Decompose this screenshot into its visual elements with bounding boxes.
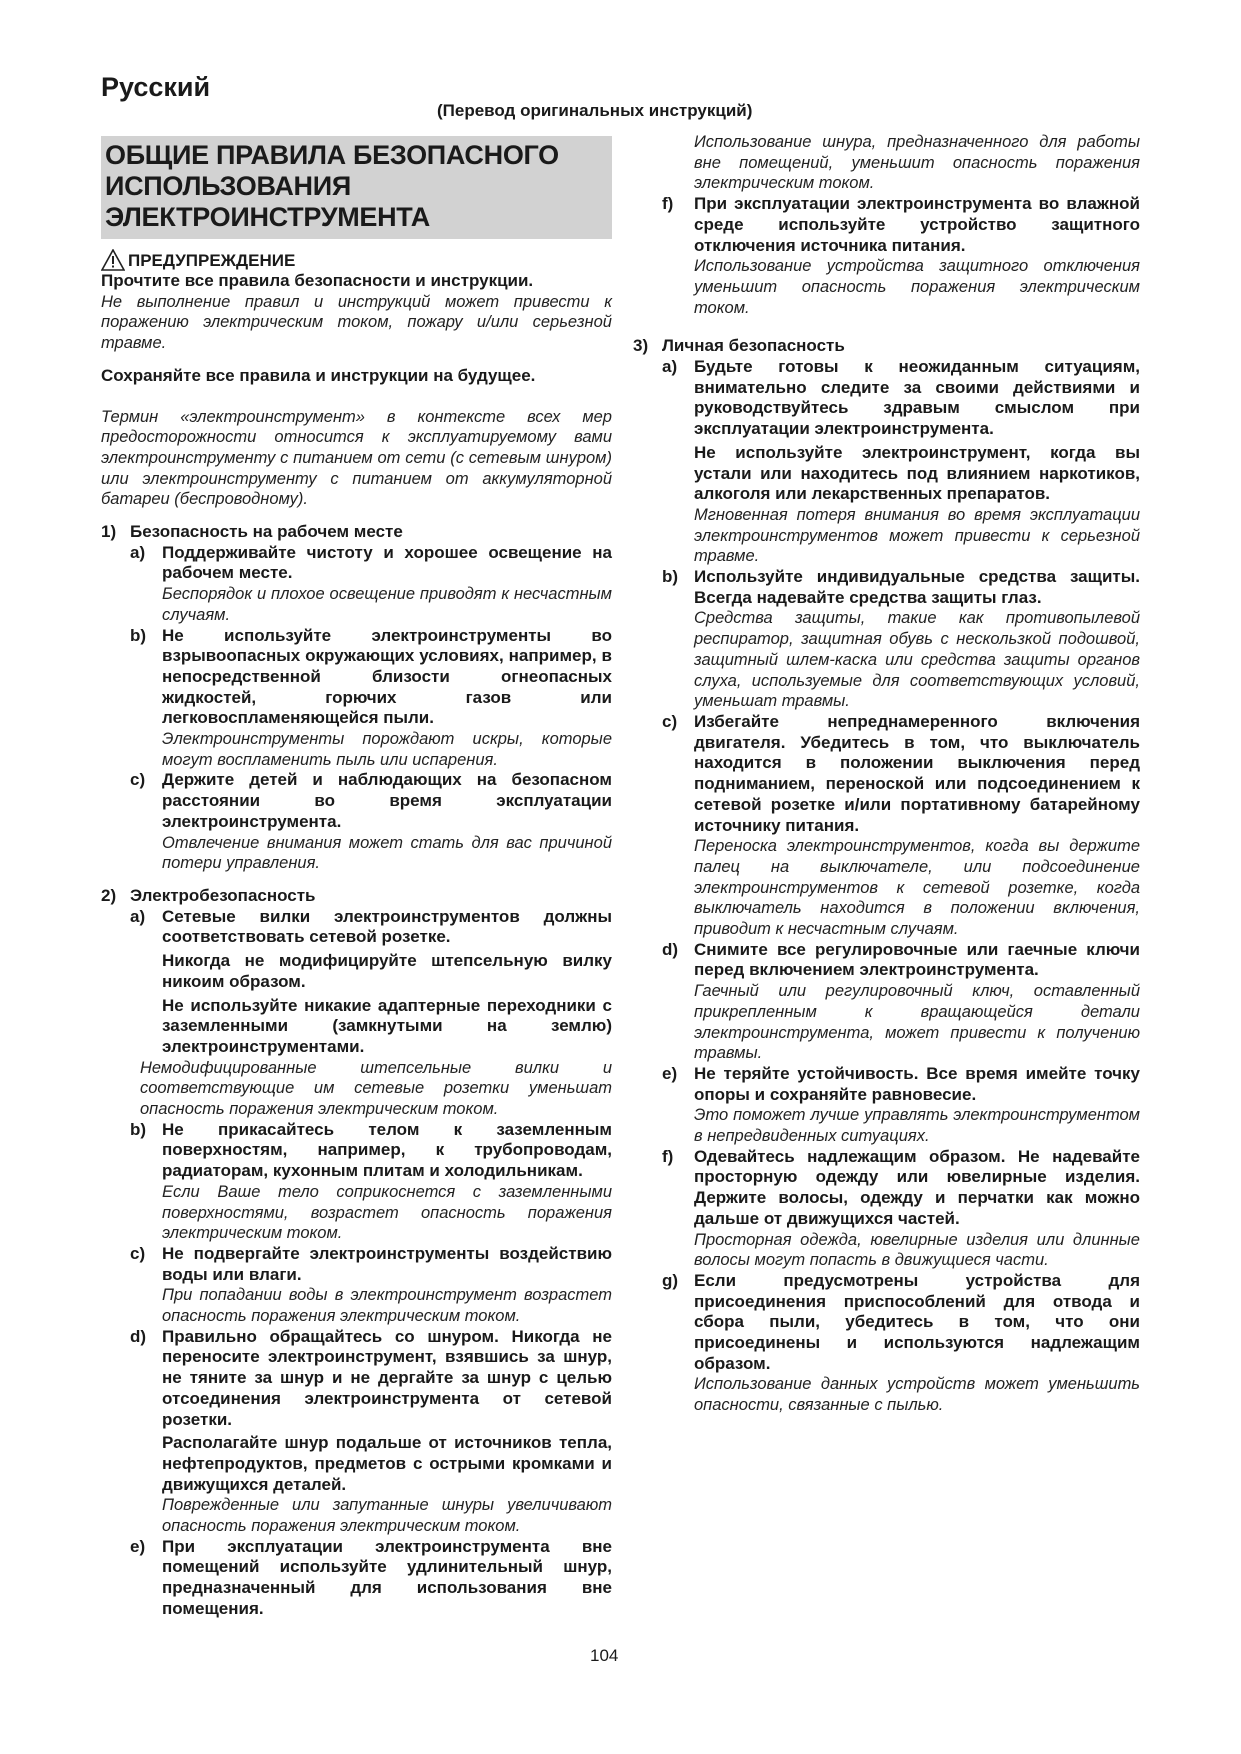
item-rule: Будьте готовы к неожиданным ситуациям, внимательно следите за своими действиями и руководствуйтесь здравым смыслом при эксплуатации электроинструмента. bbox=[694, 357, 1140, 439]
item-label: e) bbox=[662, 1063, 678, 1083]
term-definition: Термин «электроинструмент» в контексте всех мер предосторожности относится к эксплуатируемому вами электроинструменту с питанием от сети (с сетевым шнуром) или электроинструменту с питанием от аккумуляторной батареи (беспроводному). bbox=[101, 407, 612, 509]
list-item bbox=[130, 1120, 612, 1244]
item-rule: При эксплуатации электроинструмента вне помещений используйте удлинительный шнур, предназначенный для использования вне помещения. bbox=[162, 1536, 612, 1618]
item-rule: Не прикасайтесь телом к заземленным поверхностям, например, к трубопроводам, радиаторам, кухонным плитам и холодильникам. bbox=[162, 1119, 612, 1181]
item-rule: Держите детей и наблюдающих на безопасном расстоянии во время эксплуатации электроинструмента. bbox=[162, 770, 612, 831]
list-item bbox=[662, 940, 1140, 1064]
item-rule: Одевайтесь надлежащим образом. Не надевайте просторную одежду или ювелирные изделия. Держите волосы, одежду и перчатки как можно дальше от движущихся частей. bbox=[694, 1146, 1140, 1228]
item-label: b) bbox=[130, 625, 147, 645]
item-rule: Снимите все регулировочные или гаечные ключи перед включением электроинструмента. bbox=[694, 939, 1140, 980]
title-line: ЭЛЕКТРОИНСТРУМЕНТА bbox=[105, 202, 430, 232]
warning-triangle-icon bbox=[101, 249, 125, 271]
item-label: f) bbox=[662, 1146, 674, 1166]
page-number: 104 bbox=[590, 1646, 619, 1665]
item-label: c) bbox=[662, 711, 678, 731]
item-note: Если Ваше тело соприкоснется с заземленными поверхностями, возрастет опасность поражения электрическим током. bbox=[162, 1182, 612, 1243]
warning-consequence: Не выполнение правил и инструкций может привести к поражению электрическим током, пожару и/или серьезной травме. bbox=[101, 292, 612, 353]
item-label: g) bbox=[662, 1270, 679, 1290]
item-rule: Поддерживайте чистоту и хорошее освещение на рабочем месте. bbox=[162, 542, 612, 583]
section-number: 3) bbox=[633, 336, 649, 356]
list-item bbox=[662, 1271, 1140, 1416]
item-note: Это поможет лучше управлять электроинструментом в непредвиденных ситуациях. bbox=[694, 1106, 1140, 1146]
page-title bbox=[101, 136, 612, 239]
item-label: a) bbox=[130, 542, 146, 562]
section-number: 2) bbox=[101, 885, 117, 905]
item-rule: Не теряйте устойчивость. Все время имейте точку опоры и сохраняйте равновесие. bbox=[694, 1063, 1140, 1104]
item-note: Использование шнура, предназначенного для работы вне помещений, уменьшит опасность поражения электрическим током. bbox=[694, 133, 1140, 193]
item-rule: При эксплуатации электроинструмента во влажной среде используйте устройство защитного отключения источника питания. bbox=[694, 194, 1140, 255]
section-heading bbox=[633, 336, 1140, 357]
item-rule: Располагайте шнур подальше от источников тепла, нефтепродуктов, предметов с острыми кромками и движущихся деталей. bbox=[162, 1433, 612, 1494]
list-item bbox=[130, 1537, 612, 1620]
item-note: Беспорядок и плохое освещение приводят к несчастным случаям. bbox=[162, 585, 612, 624]
item-label: f) bbox=[662, 194, 674, 214]
item-label: c) bbox=[130, 770, 146, 790]
section-heading bbox=[101, 886, 612, 907]
item-label: e) bbox=[130, 1536, 146, 1556]
title-line: ИСПОЛЬЗОВАНИЯ bbox=[105, 171, 351, 201]
item-label: b) bbox=[130, 1119, 147, 1139]
item-note: Электроинструменты порождают искры, которые могут воспламенить пыль или испарения. bbox=[162, 730, 612, 769]
warning-heading bbox=[101, 249, 612, 271]
item-note: При попадании воды в электроинструмент возрастет опасность поражения электрическим током. bbox=[162, 1286, 612, 1326]
right-column bbox=[633, 132, 1140, 1416]
item-label: a) bbox=[130, 906, 146, 926]
item-label: a) bbox=[662, 357, 678, 377]
section-title: Безопасность на рабочем месте bbox=[130, 522, 403, 542]
list-item bbox=[130, 907, 612, 1120]
item-note: Средства защиты, такие как противопылевой респиратор, защитная обувь с нескользкой подошвой, защитный шлем-каска или средства защиты органов слуха, используемые для соответствующих условий, уменьшат травмы. bbox=[694, 609, 1140, 711]
list-item bbox=[662, 712, 1140, 940]
item-rule: Сетевые вилки электроинструментов должны соответствовать сетевой розетке. bbox=[162, 906, 612, 947]
warning-save-rules: Сохраняйте все правила и инструкции на будущее. bbox=[101, 365, 536, 385]
list-item bbox=[662, 567, 1140, 712]
list-item bbox=[130, 626, 612, 771]
list-item bbox=[662, 1064, 1140, 1147]
item-note: Переноска электроинструментов, когда вы держите палец на выключателе, или подсоединение электроинструментов к сетевой розетке, когда выключатель находится в положении включения, приводит к несчастным случаям. bbox=[694, 837, 1140, 939]
list-item bbox=[130, 543, 612, 626]
item-rule: Не используйте никакие адаптерные переходники с заземленными (замкнутыми на землю) электроинструментами. bbox=[162, 995, 612, 1056]
item-rule: Никогда не модифицируйте штепсельную вилку никоим образом. bbox=[162, 951, 612, 991]
item-note: Отвлечение внимания может стать для вас причиной потери управления. bbox=[162, 833, 612, 873]
section-number: 1) bbox=[101, 522, 117, 542]
warning-label: ПРЕДУПРЕЖДЕНИЕ bbox=[128, 250, 296, 270]
warning-read-rules: Прочтите все правила безопасности и инструкции. bbox=[101, 271, 534, 290]
item-rule: Используйте индивидуальные средства защиты. Всегда надевайте средства защиты глаз. bbox=[694, 567, 1140, 607]
item-note: Просторная одежда, ювелирные изделия или длинные волосы могут попасть в движущиеся части. bbox=[694, 1230, 1140, 1270]
left-column bbox=[101, 134, 612, 1620]
item-note: Использование устройства защитного отключения уменьшит опасность поражения электрическим током. bbox=[694, 257, 1140, 317]
section-heading bbox=[101, 522, 612, 543]
item-label: c) bbox=[130, 1243, 146, 1263]
list-item bbox=[662, 194, 1140, 318]
language-heading: Русский bbox=[101, 72, 211, 102]
list-item bbox=[662, 1147, 1140, 1271]
section-title: Электробезопасность bbox=[130, 885, 316, 905]
item-note: Использование данных устройств может уменьшить опасности, связанные с пылью. bbox=[694, 1375, 1140, 1415]
item-rule: Если предусмотрены устройства для присоединения приспособлений для отвода и сбора пыли, убедитесь в том, что они присоединены и используются надлежащим образом. bbox=[694, 1270, 1140, 1373]
list-item bbox=[130, 770, 612, 874]
item-note: Немодифицированные штепсельные вилки и соответствующие им сетевые розетки уменьшат опасность поражения электрическим током. bbox=[140, 1058, 612, 1119]
item-rule: Избегайте непреднамеренного включения двигателя. Убедитесь в том, что выключатель находится в положении выключения перед подниманием, переноской или подсоединением к сетевой розетке и/или портативному батарейному источнику питания. bbox=[694, 711, 1140, 835]
item-rule: Не используйте электроинструменты во взрывоопасных окружающих условиях, например, в непосредственной близости огнеопасных жидкостей, горючих газов или легковоспламеняющейся пыли. bbox=[162, 625, 612, 728]
item-note: Поврежденные или запутанные шнуры увеличивают опасность поражения электрическим током. bbox=[162, 1496, 612, 1536]
section-title: Личная безопасность bbox=[662, 336, 845, 356]
translation-note: (Перевод оригинальных инструкций) bbox=[437, 101, 753, 120]
list-item bbox=[130, 1244, 612, 1327]
item-rule: Не подвергайте электроинструменты воздействию воды или влаги. bbox=[162, 1243, 612, 1284]
item-label: d) bbox=[662, 939, 679, 959]
item-label: b) bbox=[662, 567, 679, 587]
item-note: Мгновенная потеря внимания во время эксплуатации электроинструментов может привести к серьезной травме. bbox=[694, 505, 1140, 566]
list-item bbox=[662, 357, 1140, 567]
item-rule: Не используйте электроинструмент, когда вы устали или находитесь под влиянием наркотиков, алкоголя или лекарственных препаратов. bbox=[694, 442, 1140, 504]
title-line: ОБЩИЕ ПРАВИЛА БЕЗОПАСНОГО bbox=[105, 140, 559, 170]
item-note: Гаечный или регулировочный ключ, оставленный прикрепленным к вращающейся детали электроинструмента, может привести к получению травмы. bbox=[694, 982, 1140, 1063]
list-item bbox=[130, 1327, 612, 1537]
item-label: d) bbox=[130, 1326, 147, 1346]
item-rule: Правильно обращайтесь со шнуром. Никогда не переносите электроинструмент, взявшись за шнур, не тяните за шнур и не дергайте за шнур с целью отсоединения электроинструмента от сетевой розетки. bbox=[162, 1326, 612, 1429]
